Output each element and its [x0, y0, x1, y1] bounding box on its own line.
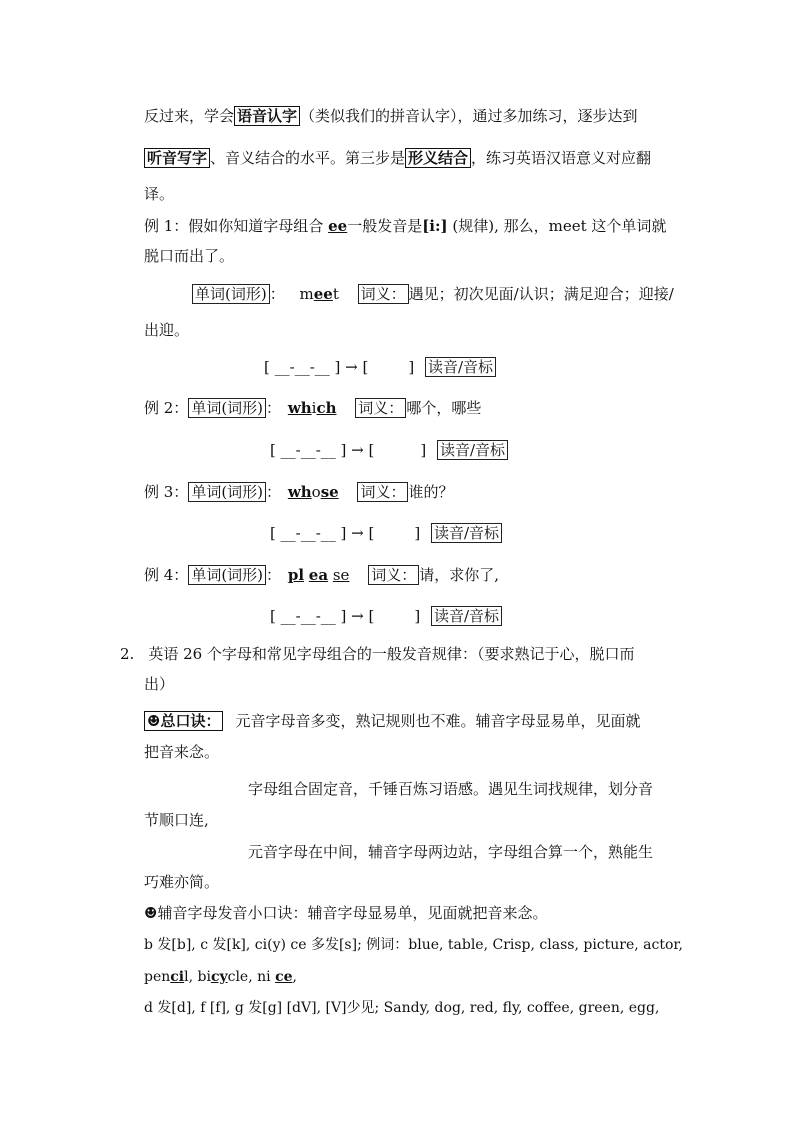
word-label-box: 单词(词形) [188, 482, 266, 502]
paragraph-line: 元音字母在中间，辅音字母两边站，字母组合算一个，熟能生 [248, 843, 654, 861]
paragraph-line: 听音写字 、音义结合的水平。第三步是 形义结合 ，练习英语汉语意义对应翻 [144, 148, 651, 168]
pronunciation-label-box: 读音/音标 [431, 523, 502, 543]
paragraph-line: 节顺口连, [144, 811, 209, 829]
meaning-label-box: 词义： [355, 398, 406, 418]
example-4-line: 例 4： 单词(词形) ： pl ea se 词义： 请，求你了, [144, 566, 499, 584]
word-label-box: 单词(词形) [188, 565, 266, 585]
meaning-label-box: 词义： [368, 565, 419, 585]
example-3-line: 例 3： 单词(词形) ： whose 词义： 谁的？ [144, 483, 454, 501]
keyword-box: 语音认字 [234, 106, 300, 126]
pronunciation-label-box: 读音/音标 [437, 440, 508, 460]
paragraph-line: 反过来，学会 语音认字 （类似我们的拼音认字），通过多加练习，逐步达到 [144, 107, 638, 125]
pronunciation-label-box: 读音/音标 [431, 606, 502, 626]
keyword-box: 听音写字 [144, 148, 210, 168]
paragraph-line: 巧难亦简。 [144, 873, 220, 891]
ipa-row: [ __-__-__ ] → [ ] 读音/音标 [270, 606, 502, 626]
pronunciation-label-box: 读音/音标 [425, 357, 496, 377]
paragraph-line: ☻辅音字母发音小口诀：辅音字母显易单，见面就把音来念。 [144, 904, 548, 922]
word-label-box: 单词(词形) [188, 398, 266, 418]
paragraph-line: b 发[b], c 发[k], ci(y) ce 多发[s]; 例词：blue, table, Crisp, class, picture, actor, [144, 937, 683, 953]
paragraph-line: d 发[d], f [f], g 发[g] [dV], [V]少见; Sandy, dog, red, fly, coffee, green, egg, [144, 1000, 660, 1016]
paragraph-line: 脱口而出了。 [144, 247, 235, 265]
paragraph-line: 把音来念。 [144, 743, 220, 761]
rhyme-line: ☻总口诀： 元音字母音多变，熟记规则也不难。辅音字母显易单，见面就 [144, 711, 640, 731]
example-2-line: 例 2： 单词(词形) ： which 词义： 哪个，哪些 [144, 399, 482, 417]
meaning-label-box: 词义： [358, 284, 409, 304]
paragraph-line: 字母组合固定音，千锤百炼习语感。遇见生词找规律，划分音 [248, 780, 654, 798]
ipa-row: [ __-__-__ ] → [ ] 读音/音标 [264, 357, 496, 377]
meaning-label-box: 词义： [357, 482, 408, 502]
rhyme-label-box: ☻总口诀： [144, 711, 223, 731]
list-item-2: 2. 英语 26 个字母和常见字母组合的一般发音规律：（要求熟记于心，脱口而 [120, 645, 635, 663]
example-1-word-line: 单词(词形) ： meet 词义： 遇见；初次见面/认识；满足迎合；迎接/ [192, 284, 674, 304]
paragraph-line: 译。 [144, 185, 175, 203]
paragraph-line: 出迎。 [144, 321, 190, 339]
word-label-box: 单词(词形) [192, 284, 270, 304]
paragraph-line: 出） [144, 675, 175, 693]
paragraph-line: pencil, bicycle, ni ce, [144, 969, 297, 985]
keyword-box: 形义结合 [405, 148, 471, 168]
ipa-row: [ __-__-__ ] → [ ] 读音/音标 [270, 523, 502, 543]
example-1-line: 例 1：假如你知道字母组合 ee一般发音是[i:] (规律), 那么，meet 这个单词就 [144, 217, 667, 235]
ipa-row: [ __-__-__ ] → [ ] 读音/音标 [270, 440, 508, 460]
